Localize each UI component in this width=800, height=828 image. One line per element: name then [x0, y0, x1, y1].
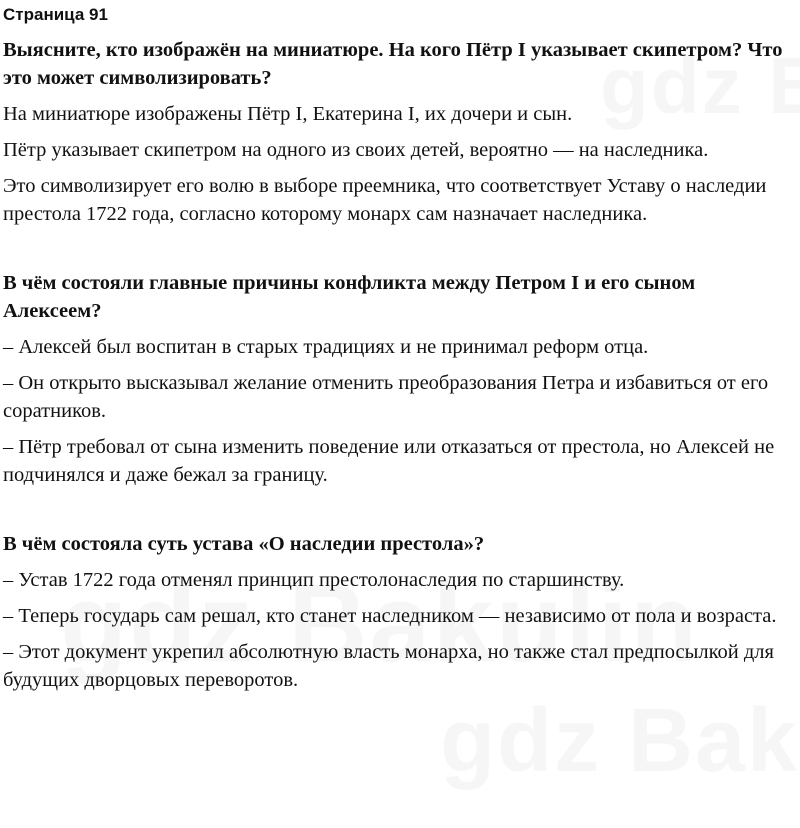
answer-paragraph: – Он открыто высказывал желание отменить преобразования Петра и избавиться от его соратников.	[3, 372, 769, 422]
answer-paragraph: Пётр указывает скипетром на одного из своих детей, вероятно — на наследника.	[3, 139, 709, 161]
answer-paragraph: – Теперь государь сам решал, кто станет наследником — независимо от пола и возраста.	[3, 605, 777, 627]
answer-paragraph: – Алексей был воспитан в старых традициях и не принимал реформ отца.	[3, 336, 649, 358]
answer-paragraph: – Устав 1722 года отменял принцип престолонаследия по старшинству.	[3, 569, 625, 591]
section-conflict	[3, 269, 797, 489]
question-heading: В чём состояла суть устава «О наследии престола»?	[3, 533, 485, 555]
question-heading: Выясните, кто изображён на миниатюре. На кого Пётр I указывает скипетром? Что это может символизировать?	[3, 39, 783, 89]
answer-paragraph: – Пётр требовал от сына изменить поведение или отказаться от престола, но Алексей не подчинялся и даже бежал за границу.	[3, 436, 775, 486]
section-miniature	[3, 36, 797, 228]
section-statute	[3, 530, 797, 694]
answer-paragraph: – Этот документ укрепил абсолютную власть монарха, но также стал предпосылкой для будущих дворцовых переворотов.	[3, 641, 774, 691]
answer-paragraph: На миниатюре изображены Пётр I, Екатерина I, их дочери и сын.	[3, 103, 573, 125]
question-heading: В чём состояли главные причины конфликта между Петром I и его сыном Алексеем?	[3, 272, 696, 322]
page-title: Страница 91	[3, 5, 108, 24]
watermark-logo-bottom	[440, 690, 800, 793]
answer-paragraph: Это символизирует его волю в выборе преемника, что соответствует Уставу о наследии престола 1722 года, согласно которому монарх сам назначает наследника.	[3, 175, 767, 225]
page-content	[3, 0, 797, 702]
